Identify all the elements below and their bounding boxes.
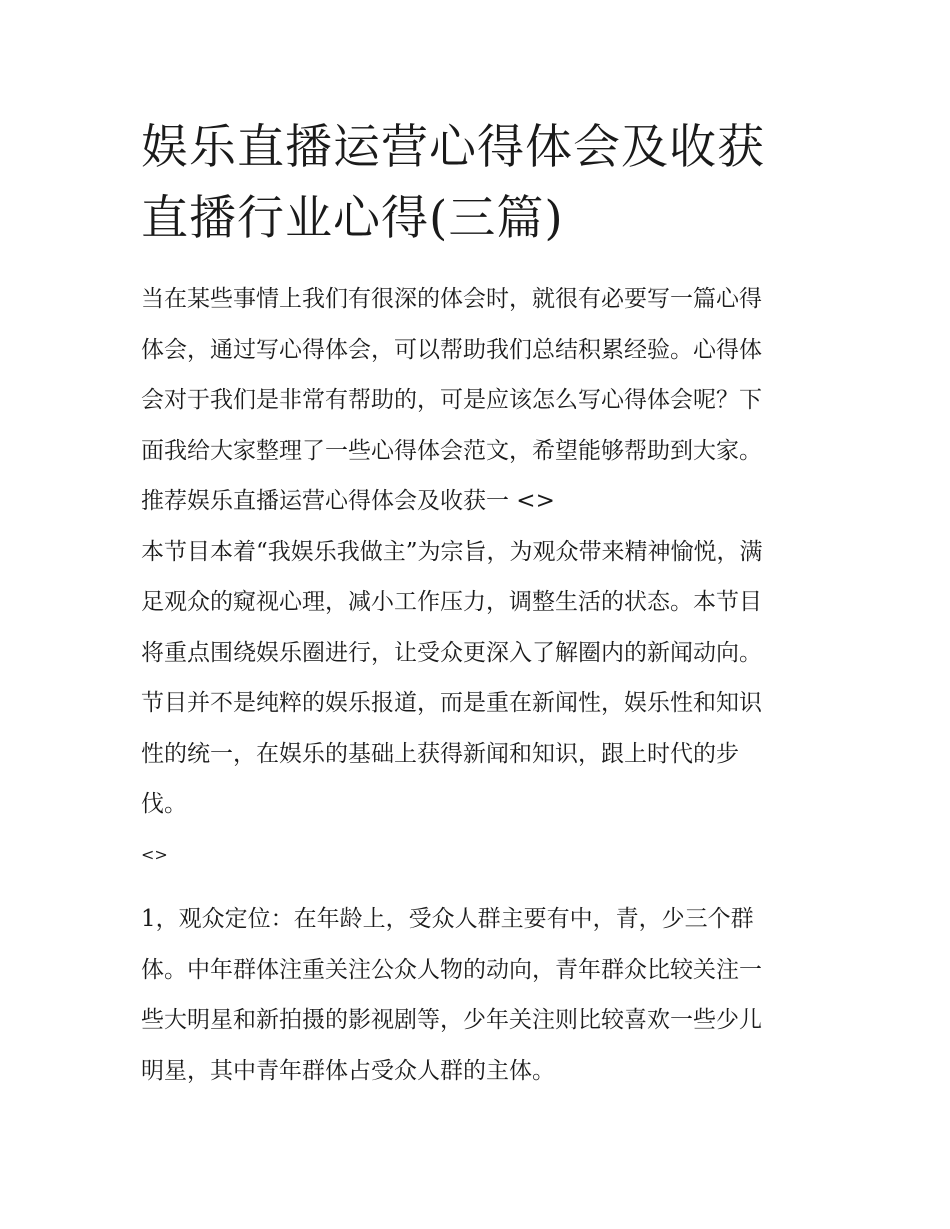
text-line: 性的统一，在娱乐的基础上获得新闻和知识，跟上时代的步	[141, 740, 739, 767]
text-line: 本节目本着“我娱乐我做主”为宗旨，为观众带来精神愉悦，满	[141, 538, 763, 565]
document-page	[141, 112, 821, 1096]
document-body	[141, 274, 821, 1096]
text-line: 足观众的窥视心理，减小工作压力，调整生活的状态。本节目	[141, 589, 762, 615]
text-line: 体会，通过写心得体会，可以帮助我们总结积累经验。心得体	[141, 336, 762, 363]
title-line-1: 娱乐直播运营心得体会及收获	[141, 120, 765, 175]
section-2-paragraph	[141, 894, 821, 1096]
text-line: 些大明星和新拍摄的影视剧等，少年关注则比较喜欢一些少儿	[141, 1007, 762, 1033]
section-1-paragraph	[141, 527, 821, 830]
text-line: 体。中年群体注重关注公众人物的动向，青年群众比较关注一	[141, 956, 762, 983]
text-line: 1，观众定位：在年龄上，受众人群主要有中，青，少三个群	[141, 906, 754, 932]
text-line: 面我给大家整理了一些心得体会范文，希望能够帮助到大家。	[141, 437, 762, 464]
text-line: 节目并不是纯粹的娱乐报道，而是重在新闻性，娱乐性和知识	[141, 690, 762, 716]
spacer	[141, 880, 821, 894]
recommend-line: 推荐娱乐直播运营心得体会及收获一 <>	[141, 488, 555, 514]
text-line: 明星，其中青年群体占受众人群的主体。	[141, 1057, 555, 1084]
document-title	[141, 112, 821, 254]
marker-line: <>	[141, 844, 168, 864]
text-line: 伐。	[141, 791, 187, 817]
text-line: 会对于我们是非常有帮助的，可是应该怎么写心得体会呢？下	[141, 387, 762, 413]
text-line: 当在某些事情上我们有很深的体会时，就很有必要写一篇心得	[141, 286, 762, 312]
intro-paragraph	[141, 274, 821, 527]
text-line: 将重点围绕娱乐圈进行，让受众更深入了解圈内的新闻动向。	[141, 639, 762, 666]
title-line-2: 直播行业心得(三篇)	[141, 191, 564, 246]
